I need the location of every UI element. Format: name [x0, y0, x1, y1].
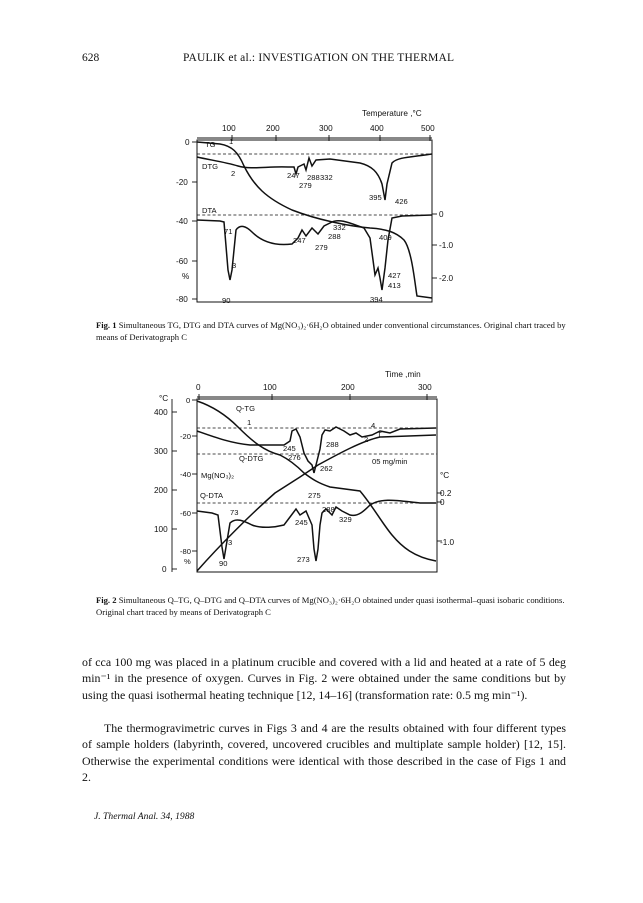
fig1-annotation: 413: [388, 281, 401, 290]
fig2-top-tick: 0: [196, 383, 201, 392]
fig2-temp-tick: 200: [154, 486, 168, 495]
fig2-annotation: 2: [364, 435, 369, 444]
fig2-right-tick: 0: [440, 498, 445, 507]
fig1-top-tick: 500: [421, 124, 435, 133]
fig2-top-tick: 300: [418, 383, 432, 392]
fig1-annotation: 71: [224, 227, 233, 236]
fig1-annotation: 3: [232, 261, 237, 270]
fig2-mass-tick: -20: [180, 432, 191, 441]
fig1-annotation: 247: [293, 236, 306, 245]
fig1-annotation: 288: [328, 232, 341, 241]
fig1-annotation: 90: [222, 296, 231, 305]
fig2-top-axis-title: Time ,min: [385, 370, 421, 379]
fig1-annotation: 247: [287, 171, 300, 180]
fig1-top-tick: 400: [370, 124, 384, 133]
fig2-temp-unit: °C: [159, 394, 169, 403]
fig1-left-tick: 0: [185, 138, 190, 147]
fig2-annotation: 276: [288, 453, 301, 462]
fig1-caption-text: Simultaneous TG, DTG and DTA curves of Mg(NO₃)₂·6H₂O obtained under conventional circumstances. Original chart traced by means of Derivatograph C: [96, 320, 566, 342]
running-head: PAULIK et al.: INVESTIGATION ON THE THERMAL: [183, 52, 455, 64]
fig2-caption-label: Fig. 2: [96, 595, 117, 605]
fig2-qtg-label: Q-TG: [236, 404, 255, 413]
fig1-right-tick: -2.0: [439, 274, 454, 283]
fig1-tg-label: TG: [205, 140, 216, 149]
fig1-top-tick: 100: [222, 124, 236, 133]
fig1-caption-label: Fig. 1: [96, 320, 117, 330]
fig2-rate-label: 05 mg/min: [372, 457, 408, 466]
fig2-frame: [197, 399, 437, 572]
fig2-caption-text: Simultaneous Q–TG, Q–DTG and Q–DTA curves of Mg(NO₃)₂·6H₂O obtained under quasi isothermal–quasi isobaric conditions. Original chart traced by means of Derivatograph C: [96, 595, 565, 617]
fig2-top-tick: 100: [263, 383, 277, 392]
journal-footer: J. Thermal Anal. 34, 1988: [94, 811, 195, 822]
fig2-mass-tick: -60: [180, 509, 191, 518]
fig1-annotation: 279: [315, 243, 328, 252]
fig2-mass-unit: %: [184, 557, 191, 566]
fig1-annotation: 394: [370, 295, 383, 304]
fig2-temp-tick: 0: [162, 565, 167, 574]
fig2-annotation: 245: [283, 444, 296, 453]
fig2-annotation: 4: [371, 421, 376, 430]
fig1-left-tick: -60: [176, 257, 188, 266]
fig2-mgno3-label: Mg(NO₃)₂: [201, 471, 235, 480]
fig1-annotation: 2: [231, 169, 236, 178]
body-paragraph-1: of cca 100 mg was placed in a platinum crucible and covered with a lid and heated at a rate of 5 deg min⁻¹ in the presence of oxygen. Curves in Fig. 2 were obtained under the same conditions but by using the quasi isothermal heating technique [12, 14–16] (transformation rate: 0.5 mg min⁻¹).: [82, 655, 566, 702]
fig1-right-tick: -1.0: [439, 241, 454, 250]
figure-1: [0, 100, 643, 410]
fig1-caption: [96, 319, 566, 343]
fig1-top-tick: 300: [319, 124, 333, 133]
fig1-annotation: 288: [307, 173, 320, 182]
fig2-t-label: T: [377, 430, 382, 439]
fig2-mass-tick: -40: [180, 470, 191, 479]
fig1-left-tick: -40: [176, 217, 188, 226]
fig1-dtg-label: DTG: [202, 162, 219, 171]
fig2-mass-tick: 0: [186, 396, 191, 405]
fig1-annotation: 427: [388, 271, 401, 280]
fig1-annotation: 1: [229, 137, 234, 146]
body-paragraph-2: The thermogravimetric curves in Figs 3 and 4 are the results obtained with four different types of sample holders (labyrinth, covered, uncovered crucibles and multiplate sample holder) [12, 15]. Otherwise the experimental conditions were identical with those described in the case of Figs 1 and 2.: [82, 721, 566, 785]
fig1-left-tick: -80: [176, 295, 188, 304]
fig1-annotation: 395: [369, 193, 382, 202]
fig2-annotation: 275: [308, 491, 321, 500]
fig2-annotation: 3: [228, 538, 233, 547]
fig1-right-tick: 0: [439, 210, 444, 219]
fig2-annotation: 73: [230, 508, 239, 517]
fig2-annotation: 262: [320, 464, 333, 473]
fig1-annotation: 279: [299, 181, 312, 190]
fig2-annotation: 288: [322, 505, 335, 514]
fig2-mass-tick: -80: [180, 547, 191, 556]
fig2-annotation: 288: [326, 440, 339, 449]
figure-2: [0, 365, 643, 585]
fig2-qtg-curve: [197, 401, 436, 561]
fig2-temp-tick: 400: [154, 408, 168, 417]
fig1-dta-label: DTA: [202, 206, 217, 215]
fig2-annotation: 329: [339, 515, 352, 524]
fig2-right-tick: 0.2: [440, 489, 452, 498]
fig2-temp-tick: 300: [154, 447, 168, 456]
fig2-temp-tick: 100: [154, 525, 168, 534]
fig2-qdtg-label: Q-DTG: [239, 454, 264, 463]
fig2-annotation: 273: [297, 555, 310, 564]
fig2-qdta-label: Q-DTA: [200, 491, 224, 500]
fig2-caption: [96, 594, 566, 618]
fig2-annotation: 90: [219, 559, 228, 568]
fig2-annotation: 245: [295, 518, 308, 527]
fig1-annotation: 332: [320, 173, 333, 182]
fig2-right-unit: °C: [440, 471, 450, 480]
fig2-right-tick: -1.0: [440, 538, 455, 547]
fig1-left-tick: -20: [176, 178, 188, 187]
fig1-top-tick: 200: [266, 124, 280, 133]
fig2-top-tick: 200: [341, 383, 355, 392]
fig1-annotation: 426: [395, 197, 408, 206]
fig1-top-axis-title: Temperature ,°C: [362, 109, 422, 118]
fig1-annotation: 409: [379, 233, 392, 242]
fig2-annotation: 1: [247, 418, 252, 427]
fig1-left-unit: %: [182, 272, 190, 281]
page-number: 628: [82, 52, 100, 64]
fig1-annotation: 332: [333, 223, 346, 232]
